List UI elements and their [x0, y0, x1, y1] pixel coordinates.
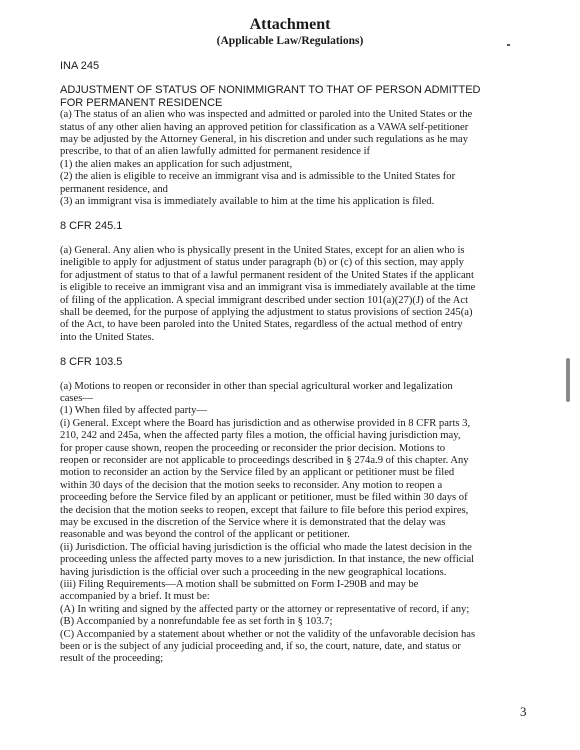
text-line: (B) Accompanied by a nonrefundable fee as set forth in § 103.7; — [60, 616, 333, 628]
text-line: (3) an immigrant visa is immediately available to him at the time his application is filed. — [60, 196, 435, 208]
text-line: (a) The status of an alien who was inspected and admitted or paroled into the United States or the — [60, 109, 473, 121]
text-line: reasonable and was beyond the control of the applicant or petitioner. — [60, 529, 350, 541]
text-line: for adjustment of status to that of a lawful permanent resident of the United States if the applicant — [60, 269, 474, 281]
text-line: (A) In writing and signed by the affected party or the attorney or representative of record, if any; — [60, 603, 470, 615]
text-line: proceeding before the Service filed by an applicant or petitioner, must be filed within 30 days of — [60, 492, 468, 504]
text-line: motion to reconsider an action by the Service filed by an applicant or petitioner must be filed — [60, 467, 455, 479]
text-line: proceeding unless the affected party moves to a new jurisdiction. In that instance, the new official — [60, 554, 475, 566]
text-line: (2) the alien is eligible to receive an immigrant visa and is admissible to the United States for — [60, 171, 456, 183]
text-line: may be adjusted by the Attorney General, in his discretion and under such regulations as he may — [60, 134, 469, 146]
document-body — [60, 60, 515, 666]
text-line: the decision that the motion seeks to reopen, except that failure to file before this period expires, — [60, 504, 469, 516]
text-line: (C) Accompanied by a statement about whether or not the validity of the unfavorable decision has — [60, 628, 476, 640]
section-gap — [60, 208, 515, 220]
text-line: FOR PERMANENT RESIDENCE — [60, 96, 223, 109]
paragraph-gap — [60, 233, 515, 245]
section-heading: 8 CFR 103.5 — [60, 356, 123, 369]
paragraph — [60, 245, 515, 344]
paragraph — [60, 84, 515, 109]
text-line: into the United States. — [60, 331, 155, 343]
text-line: reopen or reconsider are not applicable to proceedings described in § 274a.9 of this chapter. Any — [60, 454, 469, 466]
text-line: for proper cause shown, reopen the proceeding or reconsider the prior decision. Motions to — [60, 442, 446, 454]
text-line: (1) the alien makes an application for such adjustment, — [60, 158, 293, 170]
text-line: permanent residence, and — [60, 183, 168, 195]
text-line: (iii) Filing Requirements—A motion shall be submitted on Form I-290B and may be — [60, 579, 419, 591]
paragraph-gap — [60, 369, 515, 381]
paragraph-gap — [60, 72, 515, 84]
text-line: 210, 242 and 245a, when the affected party files a motion, the official having jurisdiction may, — [60, 430, 461, 442]
paragraph — [60, 109, 515, 208]
section-heading: 8 CFR 245.1 — [60, 220, 123, 233]
text-line: of filing of the application. A special immigrant described under section 101(a)(27)(J) of the Act — [60, 294, 469, 306]
section-heading: INA 245 — [60, 60, 100, 72]
document-title: Attachment — [249, 16, 331, 33]
text-line: (1) When filed by affected party— — [60, 405, 207, 417]
section-gap — [60, 344, 515, 356]
text-line: accompanied by a brief. It must be: — [60, 591, 210, 603]
document-subtitle: (Applicable Law/Regulations) — [216, 35, 364, 47]
text-line: (i) General. Except where the Board has jurisdiction and as otherwise provided in 8 CFR parts 3, — [60, 417, 471, 429]
text-line: ineligible to apply for adjustment of status under paragraph (b) or (c) of this section, may apply — [60, 257, 464, 269]
text-line: (a) Motions to reopen or reconsider in other than special agricultural worker and legalization — [60, 380, 453, 392]
scan-speck — [507, 44, 510, 46]
text-line: cases— — [60, 392, 93, 404]
text-line: within 30 days of the decision that the motion seeks to reconsider. Any motion to reopen a — [60, 479, 443, 491]
document-header — [0, 16, 580, 49]
page-number: 3 — [520, 704, 527, 719]
text-line: is eligible to receive an immigrant visa and an immigrant visa is immediately available at the time — [60, 282, 476, 294]
text-line: (a) General. Any alien who is physically present in the United States, except for an alien who is — [60, 244, 465, 256]
text-line: result of the proceeding; — [60, 653, 164, 665]
text-line: of the Act, to have been paroled into the United States, regardless of the actual method of entry — [60, 319, 463, 331]
text-line: (ii) Jurisdiction. The official having jurisdiction is the official who made the latest decision in the — [60, 541, 472, 553]
text-line: been or is the subject of any judicial proceeding and, if so, the court, nature, date, and status or — [60, 641, 461, 653]
scrollbar-thumb[interactable] — [566, 358, 570, 402]
text-line: having jurisdiction is the official over such a proceeding in the new geographical locations. — [60, 566, 447, 578]
paragraph — [60, 381, 515, 666]
text-line: may be excused in the discretion of the Service where it is demonstrated that the delay was — [60, 517, 446, 528]
text-line: status of any other alien having an approved petition for classification as a VAWA self-petitioner — [60, 121, 469, 133]
text-line: prescribe, to that of an alien lawfully admitted for permanent residence if — [60, 146, 371, 158]
text-line: ADJUSTMENT OF STATUS OF NONIMMIGRANT TO THAT OF PERSON ADMITTED — [60, 84, 481, 97]
text-line: shall be deemed, for the purpose of applying the adjustment to status provisions of section 245(a) — [60, 306, 473, 318]
